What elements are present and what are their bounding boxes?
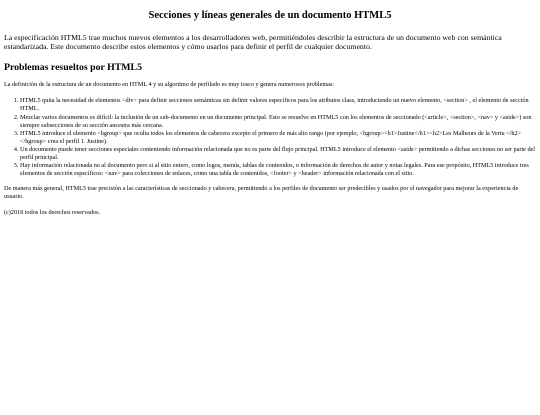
section-heading: Problemas resueltos por HTML5: [4, 61, 142, 73]
list-item: 1. HTML5 quita la necesidad de elementos <div> para definir secciones semánticas sin definir valores específicos para los atributos class, introduciendo un nuevo elemento, <section> , el elemento de sección HTML.: [20, 97, 536, 113]
problems-list: [4, 97, 536, 178]
list-item: 2. Mezclar varios documentos es difícil: la inclusión de un sub-documento en un documento principal. Esto se resuelve en HTML5 con los elementos de seccionado (<article>, <section>, <nav> y <aside>) son siempre subsecciones de su sección ancestra más cercana.: [20, 114, 536, 130]
conclusion-paragraph: De manera más general, HTML5 trae precisión a las características de seccionado y cabecera, permitiendo a los perfiles de documento ser predecibles y usados por el navegador para mejorar la experiencia de usuario.: [4, 185, 519, 201]
intro-paragraph: La especificación HTML5 trae muchos nuevos elementos a los desarrolladores web, permitiéndoles describir la estructura de un documento web con semántica estandarizada. Este documento describe estos elementos y cómo usarlos para definir el perfil de cualquier documento.: [4, 32, 502, 52]
section-intro-paragraph: La definición de la estructura de un documento en HTML 4 y su algoritmo de perfilado es muy tosco y genera numerosos problemas:: [4, 81, 335, 89]
copyright-footer: (c)2018 todos los derechos reservados.: [4, 209, 101, 217]
list-item: 4. Un documento puede tener secciones especiales conteniendo información relacionada que no es parte del flujo principal. HTML5 introduce el elemento <aside> permitiendo a dichas secciones no ser parte del perfil principal.: [20, 146, 536, 162]
page-title: Secciones y líneas generales de un documento HTML5: [148, 10, 392, 21]
list-item: 3. HTML5 introduce el elemento <hgroup> que oculta todos los elementos de cabecera excepto el primero de más alto rango (por ejemplo, <hgroup><h1>Justine</h1><h2>Les Malheurs de la Vertu </h2></hgroup> crea el perfil 1. Justine).: [20, 130, 536, 146]
list-item: 5. Hay información relacionada no al documento pero si al sitio entero, como logos, menús, tablas de contenidos, o información de derechos de autor y notas legales. Para ese propósito, HTML5 introduce tres elementos de sección específicos: <nav> para colecciones de enlaces, como una tabla de contenidos, <footer> y <header> información relacionada con el sitio.: [20, 162, 536, 178]
